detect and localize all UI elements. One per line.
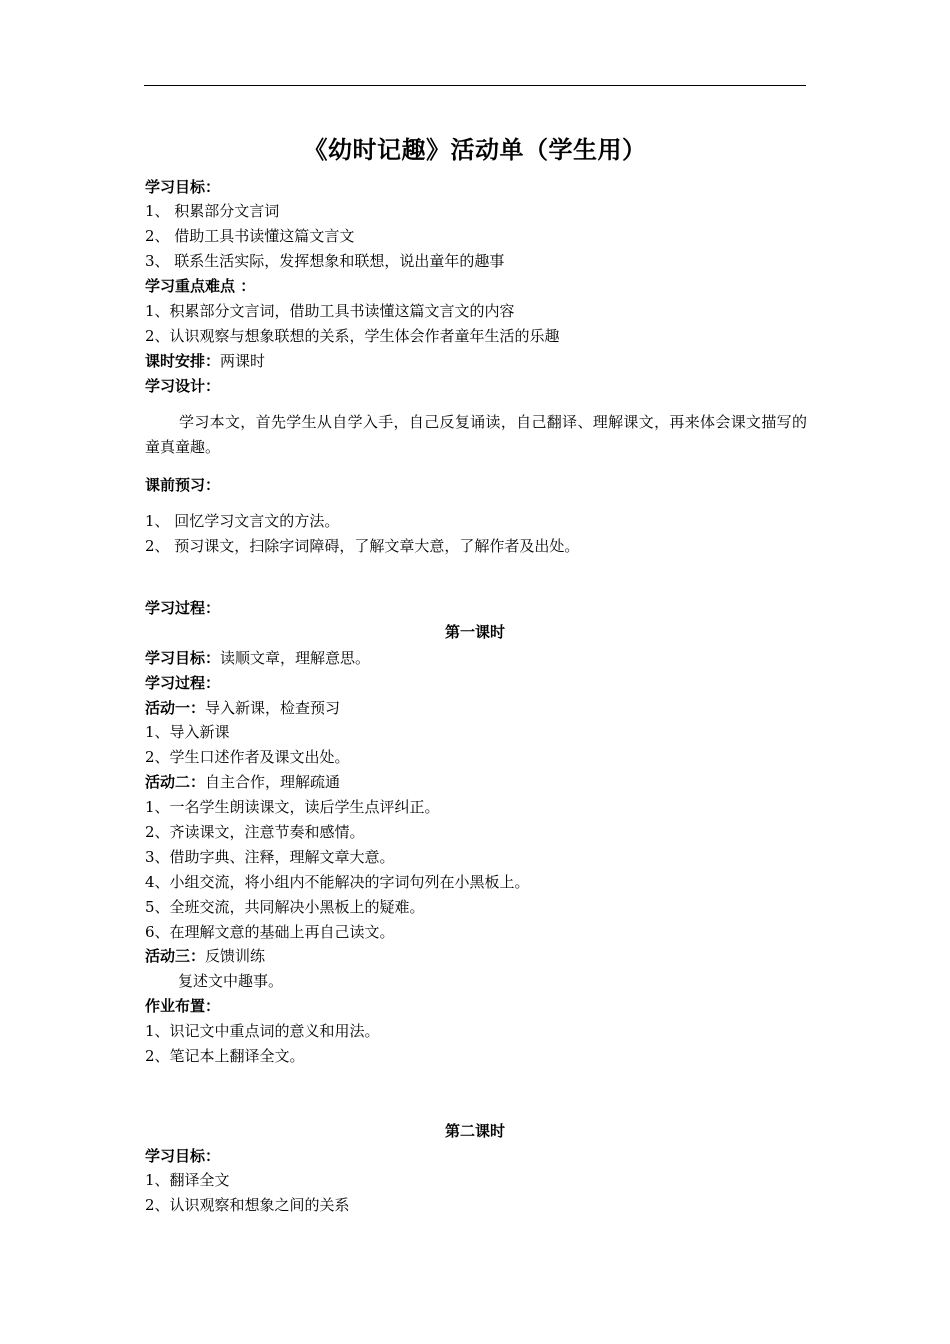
process-label: 学习过程： <box>145 599 221 617</box>
activity2-item: 1、一名学生朗读课文，读后学生点评纠正。 <box>145 798 440 816</box>
key-point-item: 2、认识观察与想象联想的关系，学生体会作者童年生活的乐趣 <box>145 327 560 345</box>
preview-item: 1、 回忆学习文言文的方法。 <box>145 512 340 530</box>
design-paragraph: 学习本文，首先学生从自学入手，自己反复诵读，自己翻译、理解课文，再来体会课文描写的童真童趣。 <box>145 413 807 456</box>
goals-label: 学习目标： <box>145 178 221 196</box>
homework-item: 1、识记文中重点词的意义和用法。 <box>145 1022 380 1040</box>
homework-item: 2、笔记本上翻译全文。 <box>145 1047 305 1065</box>
activity1-value: 导入新课，检查预习 <box>205 699 341 717</box>
key-point-item: 1、积累部分文言词，借助工具书读懂这篇文言文的内容 <box>145 302 515 320</box>
schedule-label: 课时安排： <box>145 352 221 370</box>
activity2-item: 4、小组交流，将小组内不能解决的字词句列在小黑板上。 <box>145 873 530 891</box>
lesson2-goal-item: 1、翻译全文 <box>145 1171 230 1189</box>
schedule-line <box>145 351 265 371</box>
design-label: 学习设计： <box>145 377 221 395</box>
activity2-label: 活动二： <box>145 773 206 791</box>
preview-item: 2、 预习课文，扫除字词障碍，了解文章大意，了解作者及出处。 <box>145 537 580 555</box>
activity1 <box>145 698 340 718</box>
document-title: 《幼时记趣》活动单（学生用） <box>303 135 647 164</box>
schedule-value: 两课时 <box>220 352 266 370</box>
activity2-item: 5、全班交流，共同解决小黑板上的疑难。 <box>145 898 425 916</box>
header-rule <box>144 85 806 86</box>
goal-item: 3、 联系生活实际，发挥想象和联想，说出童年的趣事 <box>145 252 505 270</box>
activity2-value: 自主合作，理解疏通 <box>205 773 341 791</box>
activity2-item: 3、借助字典、注释，理解文章大意。 <box>145 848 395 866</box>
lesson2-goal-item: 2、认识观察和想象之间的关系 <box>145 1196 350 1214</box>
lesson1-goal-value: 读顺文章，理解意思。 <box>220 649 371 667</box>
lesson1-goal <box>145 648 370 668</box>
activity2-item: 6、在理解文意的基础上再自己读文。 <box>145 923 395 941</box>
activity3-text: 复述文中趣事。 <box>178 972 284 990</box>
lesson1-heading: 第一课时 <box>444 623 505 641</box>
activity2 <box>145 772 340 792</box>
lesson1-goal-label: 学习目标： <box>145 649 221 667</box>
key-points-label: 学习重点难点 ： <box>145 277 256 295</box>
activity1-item: 1、导入新课 <box>145 723 230 741</box>
lesson2-goal-label: 学习目标： <box>145 1147 221 1165</box>
homework-label: 作业布置： <box>145 997 221 1015</box>
activity2-item: 2、齐读课文，注意节奏和感情。 <box>145 823 365 841</box>
activity3-value: 反馈训练 <box>205 947 266 965</box>
activity3 <box>145 946 265 966</box>
goal-item: 1、 积累部分文言词 <box>145 202 280 220</box>
activity3-label: 活动三： <box>145 947 206 965</box>
activity1-label: 活动一： <box>145 699 206 717</box>
goal-item: 2、 借助工具书读懂这篇文言文 <box>145 227 355 245</box>
lesson2-heading: 第二课时 <box>444 1122 505 1140</box>
lesson1-process-label: 学习过程： <box>145 674 221 692</box>
activity1-item: 2、学生口述作者及课文出处。 <box>145 748 350 766</box>
preview-label: 课前预习： <box>145 476 221 494</box>
